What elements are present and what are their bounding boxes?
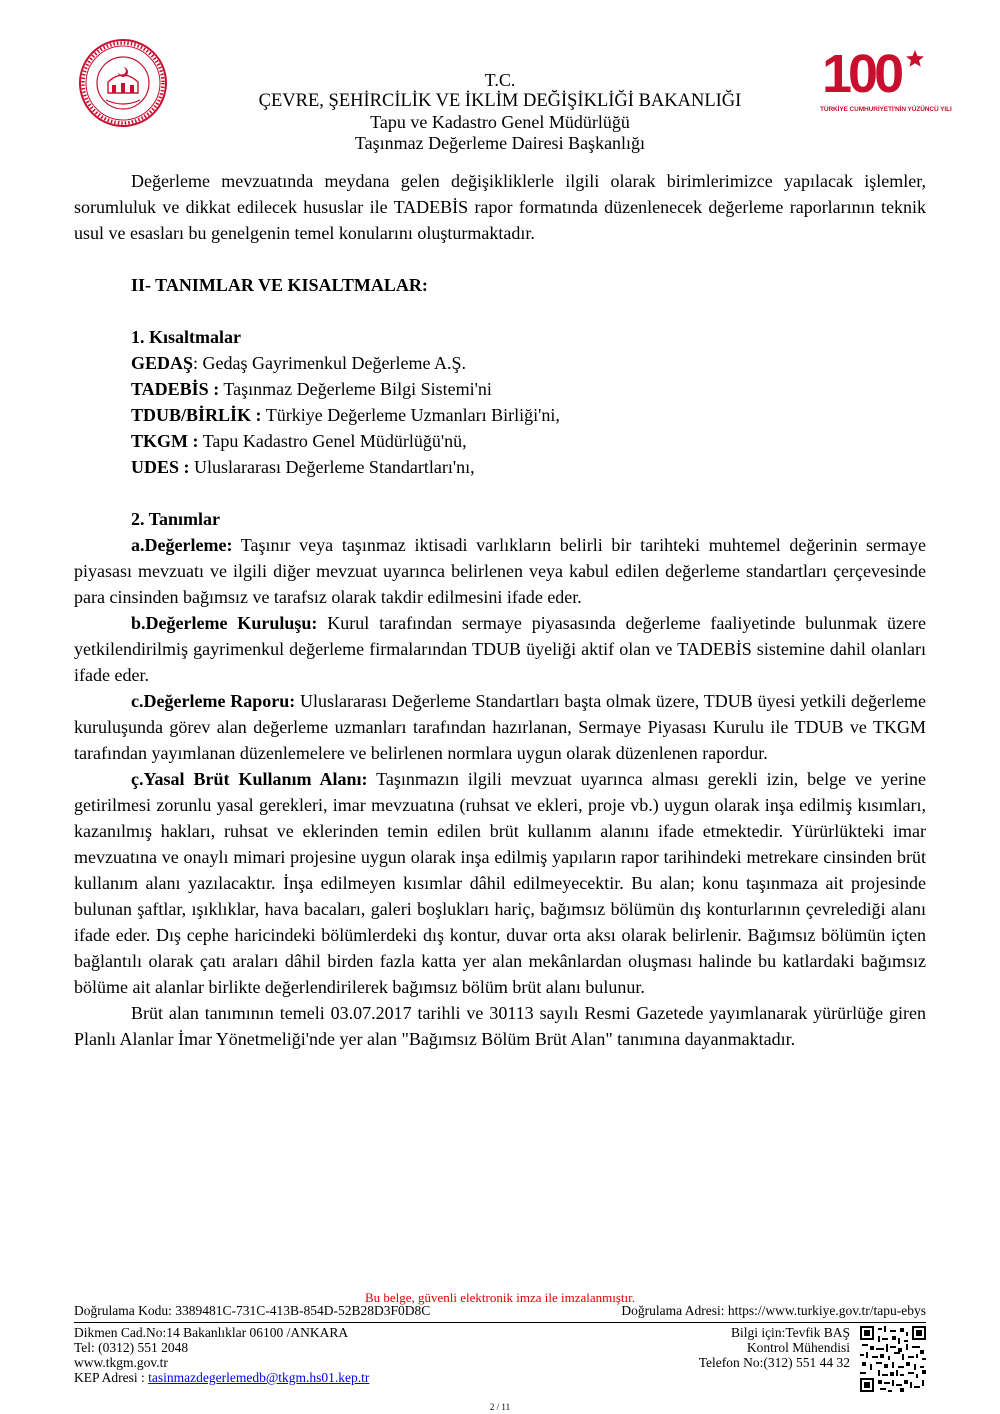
- footer-info-title: Kontrol Mühendisi: [746, 1340, 850, 1355]
- definition-item: [74, 688, 926, 766]
- footer-divider: [74, 1322, 926, 1323]
- closing-paragraph: Brüt alan tanımının temeli 03.07.2017 tarihli ve 30113 sayılı Resmi Gazetede yayımlanarak yürürlüğe giren Planlı Alanlar İmar Yönetmeliği'nde yer alan "Bağımsız Bölüm Brüt Alan" tanımına dayanmaktadır.: [74, 1003, 926, 1049]
- abbreviation-item: GEDAŞ: Gedaş Gayrimenkul Değerleme A.Ş.: [131, 353, 466, 373]
- header-directorate: Tapu ve Kadastro Genel Müdürlüğü: [370, 112, 630, 132]
- centennial-logo: [820, 42, 952, 122]
- abbreviation-desc: Taşınmaz Değerleme Bilgi Sistemi'ni: [223, 379, 492, 399]
- centennial-logo-mark: [820, 42, 930, 104]
- kep-address-link[interactable]: tasinmazdegerlemedb@tkgm.hs01.kep.tr: [148, 1370, 370, 1385]
- definition-text: Taşınır veya taşınmaz iktisadi varlıkların belirli bir tarihteki muhtemel değerinin sermaye piyasası mevzuatı ve ilgili diğer mevzuat uyarınca belirlenen veya kabul edilen değerleme standartları çerçevesinde para cinsinden bağımsız ve tarafsız olarak takdir edilmesini ifade eder.: [74, 535, 926, 607]
- header-tc: T.C.: [484, 70, 516, 90]
- ministry-seal-logo: [78, 38, 168, 128]
- intro-paragraph: Değerleme mevzuatında meydana gelen değişikliklerle ilgili olarak birimlerimizce yapılacak işlemler, sorumluluk ve dikkat edilecek hususlar ile TADEBİS rapor formatında düzenlenecek değerleme raporlarının teknik usul ve esasları bu genelgenin temel konularını oluşturmaktadır.: [74, 171, 926, 243]
- definition-text: Kurul tarafından sermaye piyasasında değerleme faaliyetinde bulunmak üzere yetkilendirilmiş gayrimenkul değerleme firmalarından TDUB üyeliği aktif olan ve TADEBİS sistemine dahil olanları ifade eder.: [74, 613, 927, 685]
- footer-kep: [74, 1370, 369, 1385]
- definition-item: [74, 610, 926, 688]
- abbreviation-item: [74, 454, 926, 480]
- abbreviation-desc: Gedaş Gayrimenkul Değerleme A.Ş.: [202, 353, 466, 373]
- abbreviation-desc: Türkiye Değerleme Uzmanları Birliği'ni,: [265, 405, 560, 425]
- definition-item: [74, 766, 926, 1000]
- abbreviation-term: GEDAŞ: [131, 353, 194, 373]
- section-title: II- TANIMLAR VE KISALTMALAR:: [131, 275, 428, 295]
- verification-code: Doğrulama Kodu: 3389481C-731C-413B-854D-52B28D3F0D8C: [74, 1303, 431, 1318]
- abbreviation-term: TDUB/BİRLİK :: [131, 405, 262, 425]
- footer-web[interactable]: www.tkgm.gov.tr: [74, 1355, 168, 1370]
- abbreviation-item: [74, 402, 926, 428]
- definition-term: a.Değerleme:: [131, 535, 233, 555]
- definition-term: c.Değerleme Raporu:: [131, 691, 296, 711]
- abbreviation-term: UDES :: [131, 457, 190, 477]
- footer-info-phone: Telefon No:(312) 551 44 32: [698, 1355, 850, 1370]
- header-department: Taşınmaz Değerleme Dairesi Başkanlığı: [354, 133, 646, 153]
- definition-item: [74, 532, 926, 610]
- abbreviations-heading: 1. Kısaltmalar: [131, 327, 241, 347]
- page-number: 2 / 11: [489, 1402, 511, 1412]
- definition-text: Taşınmazın ilgili mevzuat uyarınca alması gerekli izin, belge ve yerine getirilmesi zorunlu yasal gerekleri, imar mevzuatına (ruhsat ve ekleri, proje vb.) uygun olarak inşa edilmiş kısımları, kazanılmış hakları, ruhsat ve eklerinden temin edilen brüt kullanım alanını ifade etmektedir. Yürürlükteki imar mevzuatına ve onaylı mimari projesine uygun olarak inşa edilmiş yapıların rapor tarihindeki metrekare cinsinden brüt kullanım alanı yazılacaktır. İnşa edilmeyen kısımlar dâhil edilmeyecektir. Bu alan; konu taşınmaza ait projesinde bulunan şaftlar, ışıklıklar, hava bacaları, galeri boşlukları hariç, bağımsız bölümün dış konturlarının çevrelediği alanı ifade eder. Dış cephe haricindeki bölümlerdeki dış kontur, duvar orta aksı olarak belirlenir. Bağımsız bölümün içten bağlantılı olarak çatı araları dâhil birden fazla katta yer alan mekânlardan oluşması halinde bu katlardaki bağımsız bölüme ait alanlar birlikte değerlendirilerek bağımsız bölüm brüt alanı bulunur.: [74, 769, 927, 997]
- verification-line: [74, 1303, 926, 1319]
- definitions-heading: 2. Tanımlar: [131, 509, 221, 529]
- abbreviation-desc: Tapu Kadastro Genel Müdürlüğü'nü,: [202, 431, 467, 451]
- abbreviation-desc: Uluslararası Değerleme Standartları'nı,: [194, 457, 475, 477]
- definition-term: ç.Yasal Brüt Kullanım Alanı:: [131, 769, 368, 789]
- letterhead: [180, 70, 820, 154]
- qr-code-icon: [860, 1326, 926, 1392]
- header-ministry: ÇEVRE, ŞEHİRCİLİK VE İKLİM DEĞİŞİKLİĞİ BAKANLIĞI: [258, 91, 742, 111]
- abbreviation-item: [74, 376, 926, 402]
- footer-tel: Tel: (0312) 551 2048: [74, 1340, 189, 1355]
- centennial-caption: TÜRKİYE CUMHURİYETİ'NİN YÜZÜNCÜ YILI: [820, 106, 952, 113]
- footer-address: Dikmen Cad.No:14 Bakanlıklar 06100 /ANKARA: [74, 1325, 349, 1340]
- definition-term: b.Değerleme Kuruluşu:: [131, 613, 318, 633]
- footer-contact: [74, 1325, 369, 1385]
- footer-info-person: Bilgi için:Tevfik BAŞ: [730, 1325, 850, 1340]
- abbreviation-term: TKGM :: [131, 431, 199, 451]
- verification-address: Doğrulama Adresi: https://www.turkiye.gov.tr/tapu-ebys: [621, 1303, 926, 1318]
- kep-label: KEP Adresi :: [74, 1370, 149, 1385]
- esign-notice: Bu belge, güvenli elektronik imza ile imzalanmıştır.: [364, 1290, 636, 1305]
- footer-info: [699, 1325, 850, 1370]
- abbreviation-term: TADEBİS :: [131, 379, 220, 399]
- definition-text: Uluslararası Değerleme Standartları başta olmak üzere, TDUB üyesi yetkili değerleme kuruluşunda görev alan değerleme uzmanları tarafından hazırlanan, Sermaye Piyasası Kurulu ile TDUB ve TKGM tarafından yayımlanan düzenlemelere ve belirlenen normlara uygun olarak düzenlenen rapordur.: [74, 691, 927, 763]
- document-body: [74, 168, 926, 1052]
- abbreviation-item: [74, 428, 926, 454]
- centennial-number: 100: [822, 44, 901, 104]
